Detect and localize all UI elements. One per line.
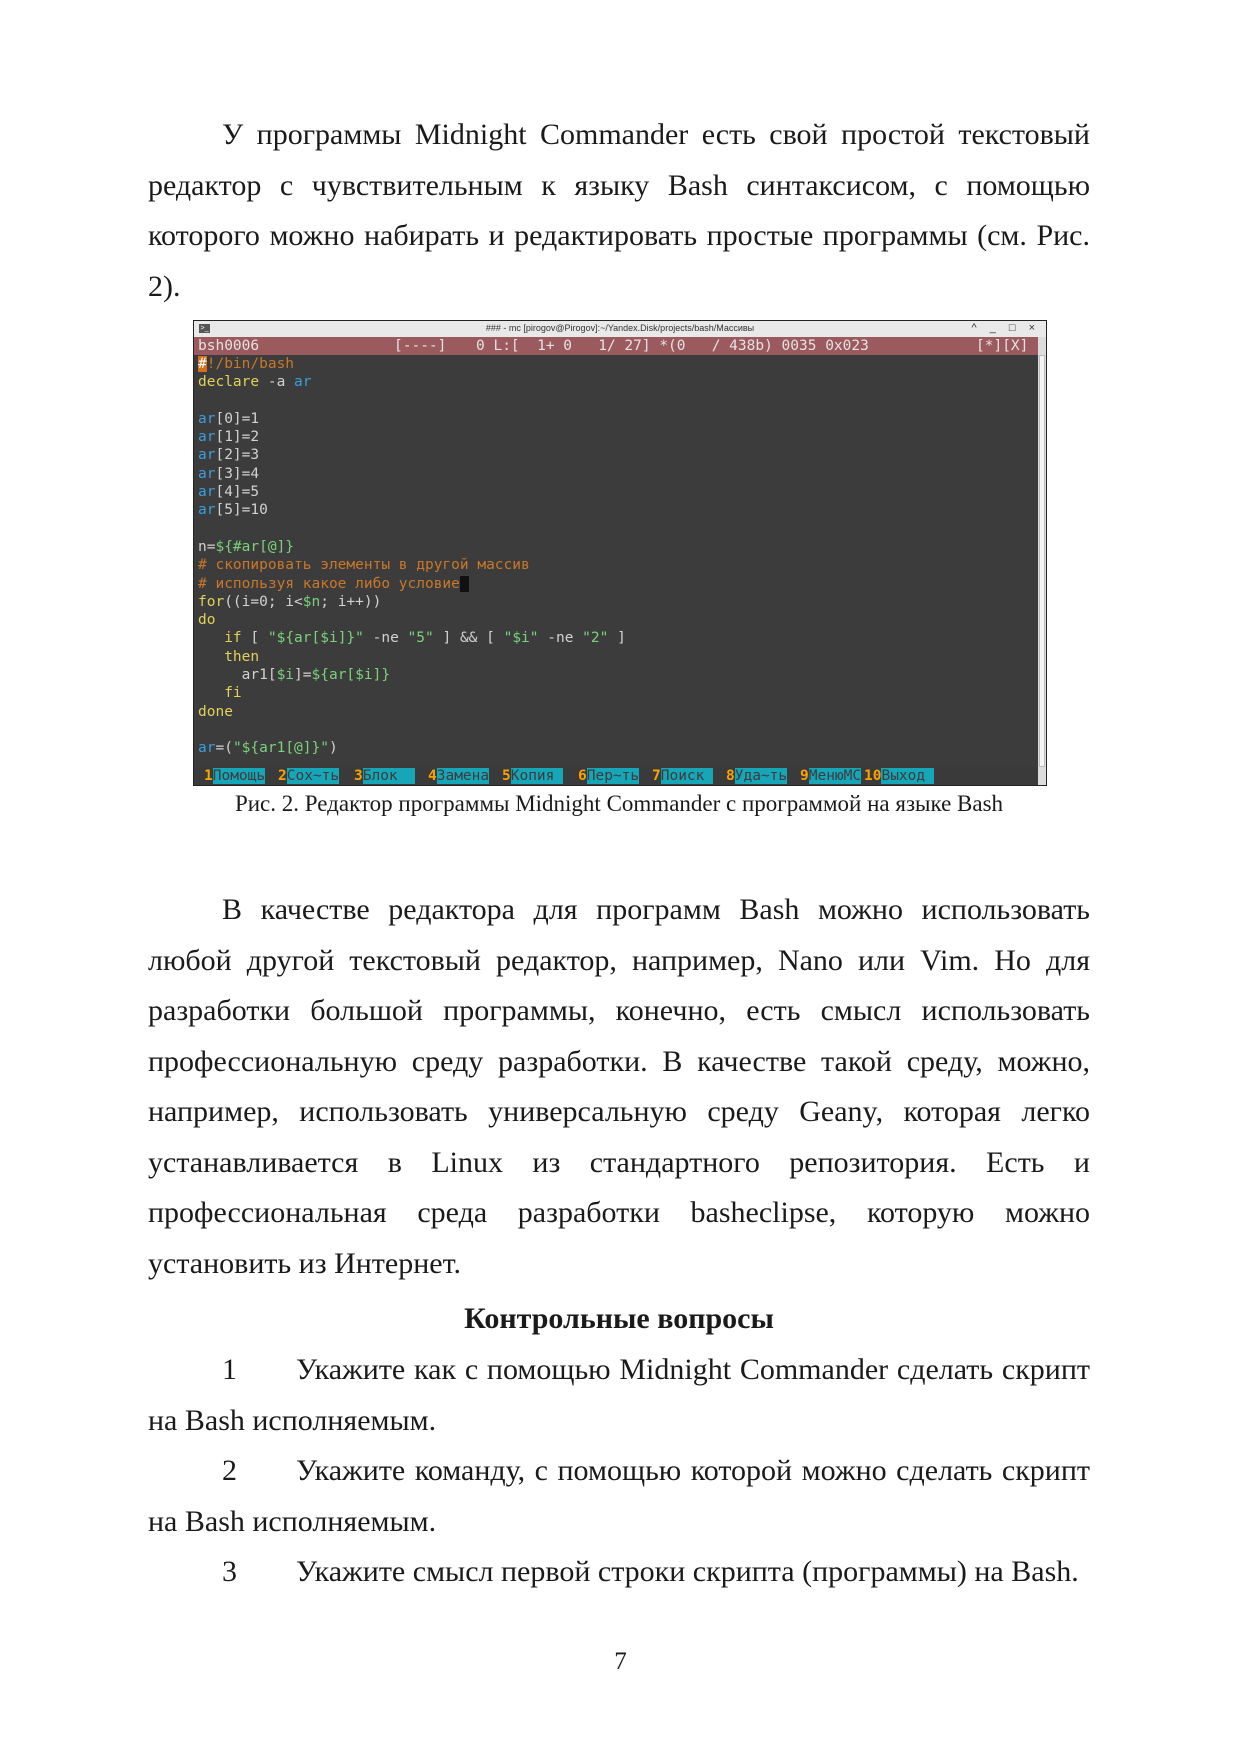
code-token: ; i++)) <box>320 593 382 610</box>
figure-caption: Рис. 2. Редактор программы Midnight Commander с программой на языке Bash <box>234 791 1004 816</box>
code-token: [1]=2 <box>215 429 260 446</box>
question-3 <box>148 1547 1090 1593</box>
code-token: ar <box>198 740 216 757</box>
fkey-label: Блок <box>362 768 416 784</box>
code-line <box>198 392 1034 410</box>
question-number: 3 <box>222 1555 237 1588</box>
fkey-label: Сох~ть <box>286 768 340 784</box>
code-token: ar <box>198 429 216 446</box>
code-token: $n <box>302 593 321 610</box>
fkey-label: Уда~ть <box>734 768 788 784</box>
code-line <box>198 684 1034 702</box>
fkey-3[interactable] <box>354 767 415 785</box>
code-line <box>198 483 1034 501</box>
code-token: =( <box>215 740 233 757</box>
fkey-9[interactable] <box>800 767 861 785</box>
question-text: Укажите как с помощью Midnight Commander сделать скрипт на Bash исполняемым. <box>148 1353 1090 1437</box>
code-token: then <box>198 648 260 665</box>
code-line <box>198 721 1034 739</box>
question-1 <box>148 1345 1090 1446</box>
code-token: ] && [ <box>433 630 504 647</box>
code-line <box>198 501 1034 519</box>
code-token: -ne <box>363 630 408 647</box>
status-filename: bsh0006 <box>198 338 260 354</box>
fkey-label: Пер~ть <box>586 768 640 784</box>
code-token: "${ar[$i]}" <box>267 630 364 647</box>
code-token: -ne <box>538 630 583 647</box>
code-token: ] <box>608 630 626 647</box>
code-token: [0]=1 <box>215 410 260 427</box>
fkey-number: 3 <box>354 768 363 784</box>
fkey-number: 4 <box>428 768 437 784</box>
code-token: # скопировать элементы в другой массив <box>198 557 530 574</box>
window-title: ### - mc [pirogov@Pirogov]:~/Yandex.Disk/projects/bash/Массивы <box>485 323 755 333</box>
code-token: "2" <box>582 630 609 647</box>
code-token: ar <box>198 502 216 519</box>
terminal-icon: >_ <box>200 325 209 332</box>
fkey-label: Помощь <box>212 768 266 784</box>
code-token: "$i" <box>503 630 539 647</box>
fkey-6[interactable] <box>578 767 639 785</box>
fkey-label: Замена <box>436 768 490 784</box>
fkey-number: 1 <box>204 768 213 784</box>
code-line <box>198 373 1034 391</box>
code-token: ar <box>198 465 216 482</box>
fkey-label: Выход <box>881 768 934 784</box>
fkey-label: МенюMC <box>808 768 862 784</box>
code-token: ar <box>294 374 312 391</box>
code-line <box>198 575 1034 593</box>
question-text: Укажите смысл первой строки скрипта (программы) на Bash. <box>296 1555 1079 1588</box>
code-token: n= <box>198 538 216 555</box>
code-token: # <box>198 356 207 372</box>
fkey-7[interactable] <box>652 767 713 785</box>
fkey-number: 2 <box>278 768 287 784</box>
status-mode: [*][X] <box>976 338 1029 354</box>
fkey-number: 5 <box>502 768 511 784</box>
body-paragraph: В качестве редактора для программ Bash можно использовать любой другой текстовый редактор, например, Nano или Vim. Но для разработки большой программы, конечно, есть смысл использовать профессиональную среду разработки. В качестве такой среду, можно, например, использовать универсальную среду Geany, которая легко устанавливается в Linux из стандартного репозитория. Есть и профессиональная среда разработки basheclipse, которую можно установить из Интернет. <box>148 893 1090 1280</box>
fkey-5[interactable] <box>502 767 563 785</box>
code-token: do <box>198 612 216 629</box>
code-line <box>198 648 1034 666</box>
function-key-bar <box>194 767 1038 785</box>
code-line <box>198 520 1034 538</box>
code-token: ar <box>198 410 216 427</box>
code-token <box>460 576 469 592</box>
intro-paragraph: У программы Midnight Commander есть свой простой текстовый редактор с чувствительным к языку Bash синтаксисом, с помощью которого можно набирать и редактировать простые программы (см. Рис. 2). <box>148 118 1090 303</box>
code-line <box>198 410 1034 428</box>
code-line <box>198 465 1034 483</box>
code-line <box>198 611 1034 629</box>
code-line <box>198 556 1034 574</box>
code-token: ar1[ <box>198 667 277 684</box>
code-token: ar <box>198 484 216 501</box>
code-token: ]= <box>294 667 312 684</box>
code-token: # используя какое либо условие <box>198 575 460 592</box>
code-token: ((i=0; i< <box>224 593 303 610</box>
section-heading: Контрольные вопросы <box>464 1302 774 1335</box>
page-number: 7 <box>614 1648 627 1675</box>
status-cursor: 0 L:[ 1+ 0 1/ 27] *(0 / 438b) 0035 0x023 <box>476 338 869 354</box>
code-token: [5]=10 <box>215 502 268 519</box>
code-line <box>198 703 1034 721</box>
code-token: !/bin/bash <box>206 356 295 372</box>
code-token: declare <box>198 374 260 391</box>
mc-editor-screenshot <box>193 320 1047 786</box>
code-line <box>198 428 1034 446</box>
code-line <box>198 666 1034 684</box>
question-number: 2 <box>222 1454 237 1487</box>
code-token: "5" <box>407 630 434 647</box>
status-flags: [----] <box>394 338 447 354</box>
code-token: [3]=4 <box>215 465 260 482</box>
code-line <box>198 739 1034 757</box>
code-token: $i <box>276 667 295 684</box>
fkey-4[interactable] <box>428 767 489 785</box>
code-area <box>198 355 1034 758</box>
editor-status-bar <box>194 337 1038 355</box>
question-number: 1 <box>222 1353 237 1386</box>
question-text: Укажите команду, с помощью которой можно сделать скрипт на Bash исполняемым. <box>148 1454 1090 1538</box>
scrollbar-thumb[interactable] <box>1039 355 1045 767</box>
fkey-number: 6 <box>578 768 587 784</box>
code-token: ) <box>328 740 338 757</box>
scrollbar[interactable] <box>1038 337 1046 785</box>
code-line <box>198 355 1034 373</box>
code-token: for <box>198 593 225 610</box>
fkey-label: Копия <box>510 768 564 784</box>
fkey-10[interactable] <box>864 767 934 785</box>
code-token: fi <box>198 685 242 702</box>
window-titlebar <box>194 321 1046 337</box>
fkey-number: 8 <box>726 768 735 784</box>
code-token: "${ar1[@]}" <box>232 740 329 757</box>
fkey-number: 10 <box>864 768 882 784</box>
window-controls: ^ _ □ × <box>971 322 1040 334</box>
code-line <box>198 446 1034 464</box>
code-token: -a <box>259 374 295 391</box>
code-line <box>198 538 1034 556</box>
fkey-1[interactable] <box>204 767 265 785</box>
fkey-label: Поиск <box>660 768 714 784</box>
code-token: if <box>198 630 242 647</box>
question-2 <box>148 1446 1090 1547</box>
code-line <box>198 593 1034 611</box>
fkey-8[interactable] <box>726 767 787 785</box>
fkey-number: 9 <box>800 768 809 784</box>
code-token: [4]=5 <box>215 484 260 501</box>
code-token: ar <box>198 447 216 464</box>
code-token: done <box>198 703 233 720</box>
code-token: ${#ar[@]} <box>215 538 295 555</box>
code-token: [ <box>241 630 268 647</box>
code-token: [2]=3 <box>215 447 260 464</box>
fkey-number: 7 <box>652 768 661 784</box>
code-line <box>198 629 1034 647</box>
code-token: ${ar[$i]} <box>311 667 391 684</box>
fkey-2[interactable] <box>278 767 339 785</box>
